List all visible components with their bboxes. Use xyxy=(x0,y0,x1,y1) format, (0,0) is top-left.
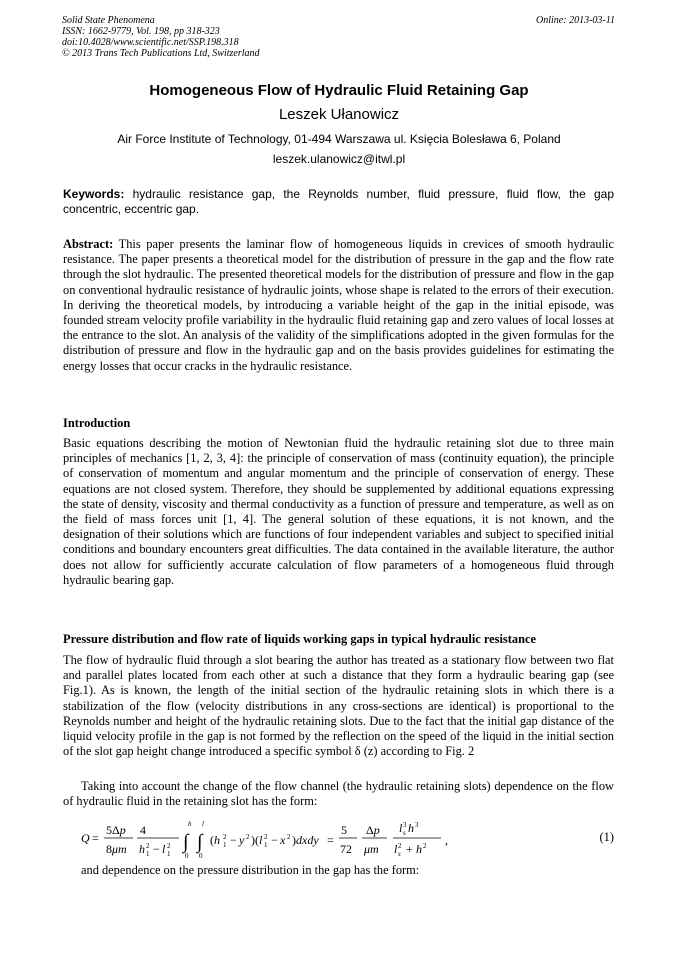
section-paragraph-2: Taking into account the change of the flow channel (the hydraulic retaining slots) dependence on the flow of hydraulic fluid in the retaining slot has the form: xyxy=(63,779,614,809)
svg-text:−: − xyxy=(153,842,160,856)
svg-text:Δp: Δp xyxy=(366,823,380,837)
svg-text:l: l xyxy=(162,842,166,856)
svg-text:2: 2 xyxy=(146,842,150,850)
svg-text:2: 2 xyxy=(423,842,427,850)
online-date: Online: 2013-03-11 xyxy=(536,15,615,26)
equation-formula xyxy=(81,816,461,862)
section-heading: Pressure distribution and flow rate of liquids working gaps in typical hydraulic resistance xyxy=(63,632,536,646)
svg-text:h: h xyxy=(408,821,414,835)
svg-text:x: x xyxy=(280,833,286,847)
issn-line: ISSN: 1662-9779, Vol. 198, pp 318-323 xyxy=(62,26,220,37)
svg-text:1: 1 xyxy=(167,850,171,858)
svg-text:3: 3 xyxy=(415,821,419,829)
svg-text:−: − xyxy=(271,833,278,847)
svg-text:Q: Q xyxy=(81,831,90,845)
svg-text:(h: (h xyxy=(210,833,220,847)
svg-text:μm: μm xyxy=(364,842,379,856)
svg-text:2: 2 xyxy=(246,833,250,841)
introduction-heading: Introduction xyxy=(63,416,131,430)
svg-text:1: 1 xyxy=(146,850,150,858)
author-email: leszek.ulanowicz@itwl.pl xyxy=(272,152,406,166)
svg-text:5Δp: 5Δp xyxy=(106,823,126,837)
svg-text:h: h xyxy=(416,842,422,856)
keywords-text: hydraulic resistance gap, the Reynolds number, fluid pressure, fluid flow, the gap concentric, eccentric gap. xyxy=(63,187,614,216)
svg-text:2: 2 xyxy=(287,833,291,841)
author-affiliation: Air Force Institute of Technology, 01-494 Warszawa ul. Księcia Bolesława 6, Poland xyxy=(117,132,561,146)
svg-text:∫: ∫ xyxy=(183,831,189,853)
svg-text:,: , xyxy=(445,833,448,847)
svg-text:)(l: )(l xyxy=(251,833,263,847)
svg-text:0: 0 xyxy=(185,852,189,860)
keywords xyxy=(63,187,614,217)
svg-text:−: − xyxy=(230,833,237,847)
after-equation-text: and dependence on the pressure distribution in the gap has the form: xyxy=(81,863,420,877)
svg-text:y: y xyxy=(239,833,245,847)
svg-text:)dxdy: )dxdy xyxy=(292,833,319,847)
author-name: Leszek Ułanowicz xyxy=(278,106,400,123)
svg-text:l: l xyxy=(394,842,398,856)
svg-text:l: l xyxy=(399,821,403,835)
svg-text:4: 4 xyxy=(140,823,146,837)
svg-text:+: + xyxy=(406,842,413,856)
svg-text:3: 3 xyxy=(403,821,407,829)
journal-name: Solid State Phenomena xyxy=(62,15,155,26)
svg-text:0: 0 xyxy=(199,852,203,860)
svg-text:h: h xyxy=(188,820,192,828)
svg-text:=: = xyxy=(327,833,334,847)
abstract-label: Abstract: xyxy=(63,237,114,251)
svg-text:s: s xyxy=(403,829,406,837)
svg-text:∫: ∫ xyxy=(197,831,203,853)
svg-text:2: 2 xyxy=(398,842,402,850)
abstract-text: This paper presents the laminar flow of homogeneous liquids in crevices of smooth hydraulic resistance. The paper presents a theoretical model for the distribution of pressure in the gap and the flow rate through the slot hydraulic. The presented theoretical models for the distribution of pressure and flow in the gap on conventional hydraulic resistance of hydraulic joints, whose shape is related to the errors of their execution. In deriving the theoretical models, by introducing a variable height of the gap in the initial episode, was founded stream velocity profile variability in the hydraulic fluid retaining gap and zero values of local losses at the entrance to the slot. An analysis of the validity of the simplifications adopted in the given formulas for the distribution of pressure and flow in the hydraulic gap and on the basis provides guidelines for estimating the energy losses that occur cracks in the hydraulic resistance. xyxy=(63,237,614,373)
section-paragraph-1: The flow of hydraulic fluid through a slot bearing the author has treated as a stationary flow between two flat and parallel plates located from each other at such a distance that they form a hydraulic bearing gap (see Fig.1). As is known, the length of the initial section of the hydraulic retaining slots in which there is a stabilization of the flow (velocity distributions in any cross-sections are identical) is proportional to the Reynolds number and height of the hydraulic retaining slots. Due to the fact that the initial gap distance of the liquid velocity profile in the gap is not formed by the reflection on the speed of the liquid in the initial section of the slot gap height change introduced a specific symbol δ (z) according to Fig. 2 xyxy=(63,653,614,759)
copyright-line: © 2013 Trans Tech Publications Ltd, Switzerland xyxy=(62,48,260,59)
keywords-label: Keywords: xyxy=(63,187,125,201)
svg-text:72: 72 xyxy=(340,842,352,856)
svg-text:h: h xyxy=(139,842,145,856)
abstract xyxy=(63,237,614,374)
svg-text:l: l xyxy=(202,820,204,828)
equation-number: (1) xyxy=(599,830,614,844)
svg-text:5: 5 xyxy=(341,823,347,837)
svg-text:2: 2 xyxy=(167,842,171,850)
svg-text:s: s xyxy=(398,850,401,858)
svg-text:1: 1 xyxy=(223,841,227,849)
svg-text:2: 2 xyxy=(264,833,268,841)
doi-line: doi:10.4028/www.scientific.net/SSP.198.318 xyxy=(62,37,239,48)
svg-text:2: 2 xyxy=(223,833,227,841)
paper-title: Homogeneous Flow of Hydraulic Fluid Retaining Gap xyxy=(149,82,529,99)
introduction-text: Basic equations describing the motion of Newtonian fluid the hydraulic retaining slot due to three main principles of mechanics [1, 2, 3, 4]: the principle of conservation of mass (continuity equation), the principle of conservation of momentum and angular momentum and the principle of conservation of energy. These equations are not closed system. Therefore, they should be supplemented by additional equations expressing the state of density, viscosity and thermal conductivity as a function of pressure and temperature, as well as on the field of mass forces unit [1, 4]. The general solution of these equations, it is not known, and the designation of their solutions which are functions of four independent variables and subject to specified initial conditions and boundary encounters great difficulties. The data contained in the available literature, the author does not allow for sufficiently accurate calculation of flow parameters of a homogeneous fluid through hydraulic bearing gap. xyxy=(63,436,614,587)
equation-1 xyxy=(63,816,614,862)
svg-text:=: = xyxy=(92,831,99,845)
journal-meta xyxy=(62,15,260,59)
svg-text:1: 1 xyxy=(264,841,268,849)
svg-text:8μm: 8μm xyxy=(106,842,127,856)
